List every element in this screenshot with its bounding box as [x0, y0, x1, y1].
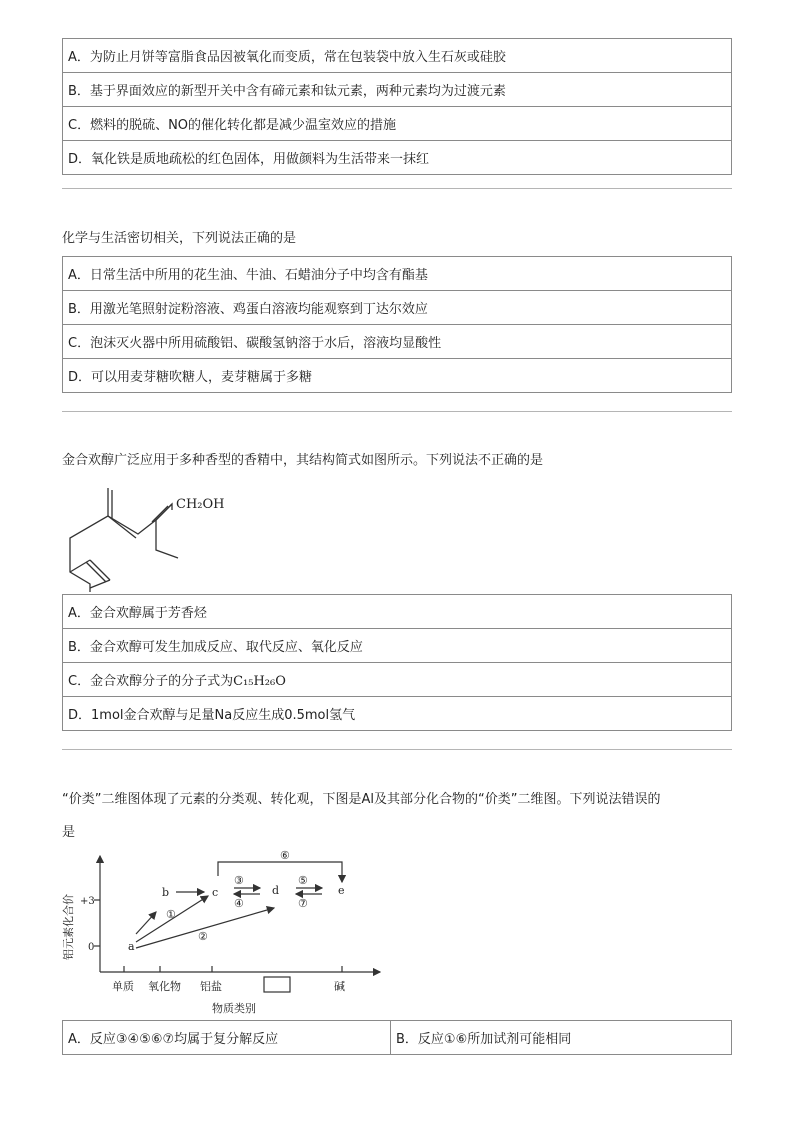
reaction-1-label: ①	[166, 908, 176, 921]
q3-option-d: D．1mol金合欢醇与足量Na反应生成0.5mol氢气	[63, 697, 732, 731]
farnesol-structure	[62, 480, 262, 592]
q3-option-c	[63, 663, 732, 697]
ch2oh-label: CH₂OH	[176, 497, 225, 512]
q1-option-b: B．基于界面效应的新型开关中含有碲元素和钛元素，两种元素均为过渡元素	[63, 73, 732, 107]
y-tick-zero: 0	[88, 942, 95, 953]
q2-option-c: C．泡沫灭火器中所用硫酸铝、碳酸氢钠溶于水后，溶液均显酸性	[63, 325, 732, 359]
reaction-2-label: ②	[198, 930, 208, 943]
q2-option-b: B．用激光笔照射淀粉溶液、鸡蛋白溶液均能观察到丁达尔效应	[63, 291, 732, 325]
x-axis-label: 物质类别	[212, 1002, 256, 1015]
point-c: c	[212, 886, 219, 899]
q4-options-table	[62, 1020, 732, 1055]
reaction-3-label: ③	[234, 874, 244, 887]
y-tick-plus3: +3	[80, 896, 95, 907]
x-tick-al-salt: 铝盐	[200, 980, 222, 993]
q1-option-d: D．氧化铁是质地疏松的红色固体，用做颜料为生活带来一抹红	[63, 141, 732, 175]
q3-stem: 金合欢醇广泛应用于多种香型的香精中，其结构简式如图所示。下列说法不正确的是	[62, 453, 544, 468]
q4-stem-line2: 是	[62, 825, 76, 840]
reaction-4-label: ④	[234, 897, 244, 910]
x-tick-elemental: 单质	[112, 980, 134, 993]
q1-option-c: C．燃料的脱硫、NO的催化转化都是减少温室效应的措施	[63, 107, 732, 141]
q2-option-a: A．日常生活中所用的花生油、牛油、石蜡油分子中均含有酯基	[63, 257, 732, 291]
point-b: b	[162, 886, 170, 899]
q2-options-table	[62, 256, 732, 393]
blank-category-box	[264, 977, 290, 992]
q3-option-c-text: C．金合欢醇分子的分子式为	[68, 674, 234, 689]
x-tick-base: 碱	[334, 980, 345, 993]
point-d: d	[272, 884, 280, 897]
point-e: e	[338, 884, 345, 897]
q2-option-d: D．可以用麦芽糖吹糖人，麦芽糖属于多糖	[63, 359, 732, 393]
q1-option-a: A．为防止月饼等富脂食品因被氧化而变质，常在包装袋中放入生石灰或硅胶	[63, 39, 732, 73]
q4-option-a: A．反应③④⑤⑥⑦均属于复分解反应	[63, 1021, 391, 1055]
farnesol-bonds	[70, 488, 178, 592]
reaction-6-label: ⑥	[280, 849, 290, 862]
q4-option-b: B．反应①⑥所加试剂可能相同	[391, 1021, 732, 1055]
q2-stem: 化学与生活密切相关，下列说法正确的是	[62, 231, 297, 246]
al-valence-class-diagram	[62, 848, 392, 1020]
q1-options-table	[62, 38, 732, 175]
q3-option-b: B．金合欢醇可发生加成反应、取代反应、氧化反应	[63, 629, 732, 663]
q4-stem-line1: “价类”二维图体现了元素的分类观、转化观，下图是Al及其部分化合物的“价类”二维图。下列说法错误的	[62, 792, 661, 807]
q3-formula: C₁₅H₂₆O	[233, 674, 286, 689]
q3-option-a: A．金合欢醇属于芳香烃	[63, 595, 732, 629]
point-a: a	[128, 940, 135, 953]
y-axis-label: 铝元素化合价	[62, 894, 75, 960]
reaction-5-label: ⑤	[298, 874, 308, 887]
separator-1	[62, 188, 732, 189]
q3-options-table	[62, 594, 732, 731]
reaction-7-label: ⑦	[298, 897, 308, 910]
separator-2	[62, 411, 732, 412]
x-tick-oxide: 氧化物	[148, 980, 181, 993]
separator-3	[62, 749, 732, 750]
